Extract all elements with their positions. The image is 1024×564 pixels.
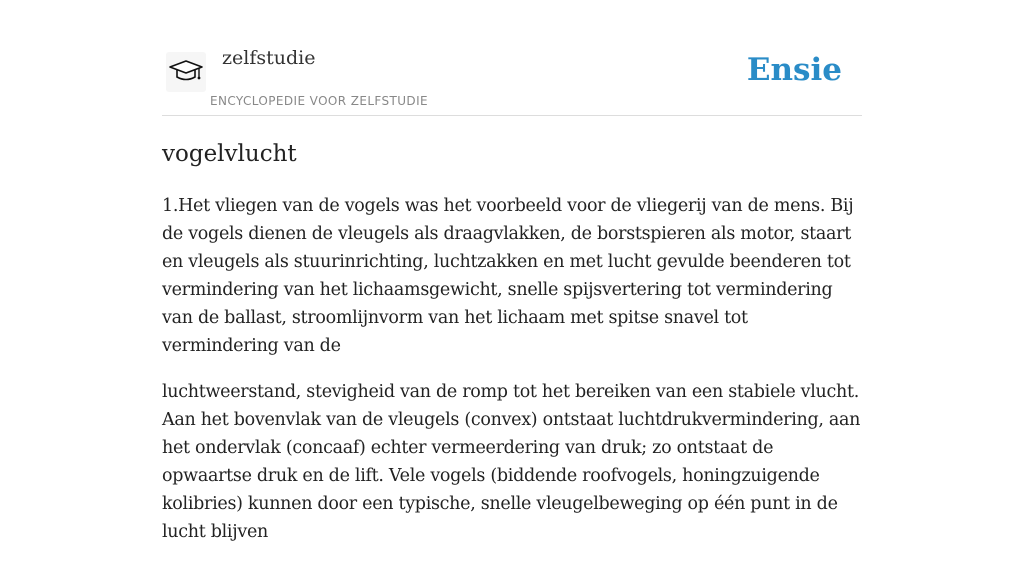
site-header	[162, 0, 862, 116]
article-paragraph: 1.Het vliegen van de vogels was het voorbeeld voor de vliegerij van de mens. Bij de vogels dienen de vleugels als draagvlakken, de borstspieren als motor, staart en vleugels als stuurinrichting, luchtzakken en met lucht gevulde beenderen tot vermindering van het lichaamsgewicht, snelle spijsvertering tot vermindering van de ballast, stroomlijnvorm van het lichaam met spitse snavel tot vermindering van de	[162, 196, 854, 356]
ensie-logo-link[interactable]: Ensie	[746, 52, 842, 88]
site-subtitle: ENCYCLOPEDIE VOOR ZELFSTUDIE	[210, 94, 428, 108]
graduation-cap-icon[interactable]	[166, 52, 206, 92]
site-name-link[interactable]: zelfstudie	[222, 47, 316, 69]
content-container	[162, 0, 862, 542]
article-title: vogelvlucht	[162, 141, 297, 167]
article-paragraph: luchtweerstand, stevigheid van de romp tot het bereiken van een stabiele vlucht. Aan het bovenvlak van de vleugels (convex) ontstaat luchtdrukvermindering, aan het ondervlak (concaaf) echter vermeerdering van druk; zo ontstaat de opwaartse druk en de lift. Vele vogels (biddende roofvogels, honingzuigende kolibries) kunnen door een typische, snelle vleugelbeweging op één punt in de lucht blijven	[162, 382, 861, 542]
article-body	[162, 192, 862, 564]
